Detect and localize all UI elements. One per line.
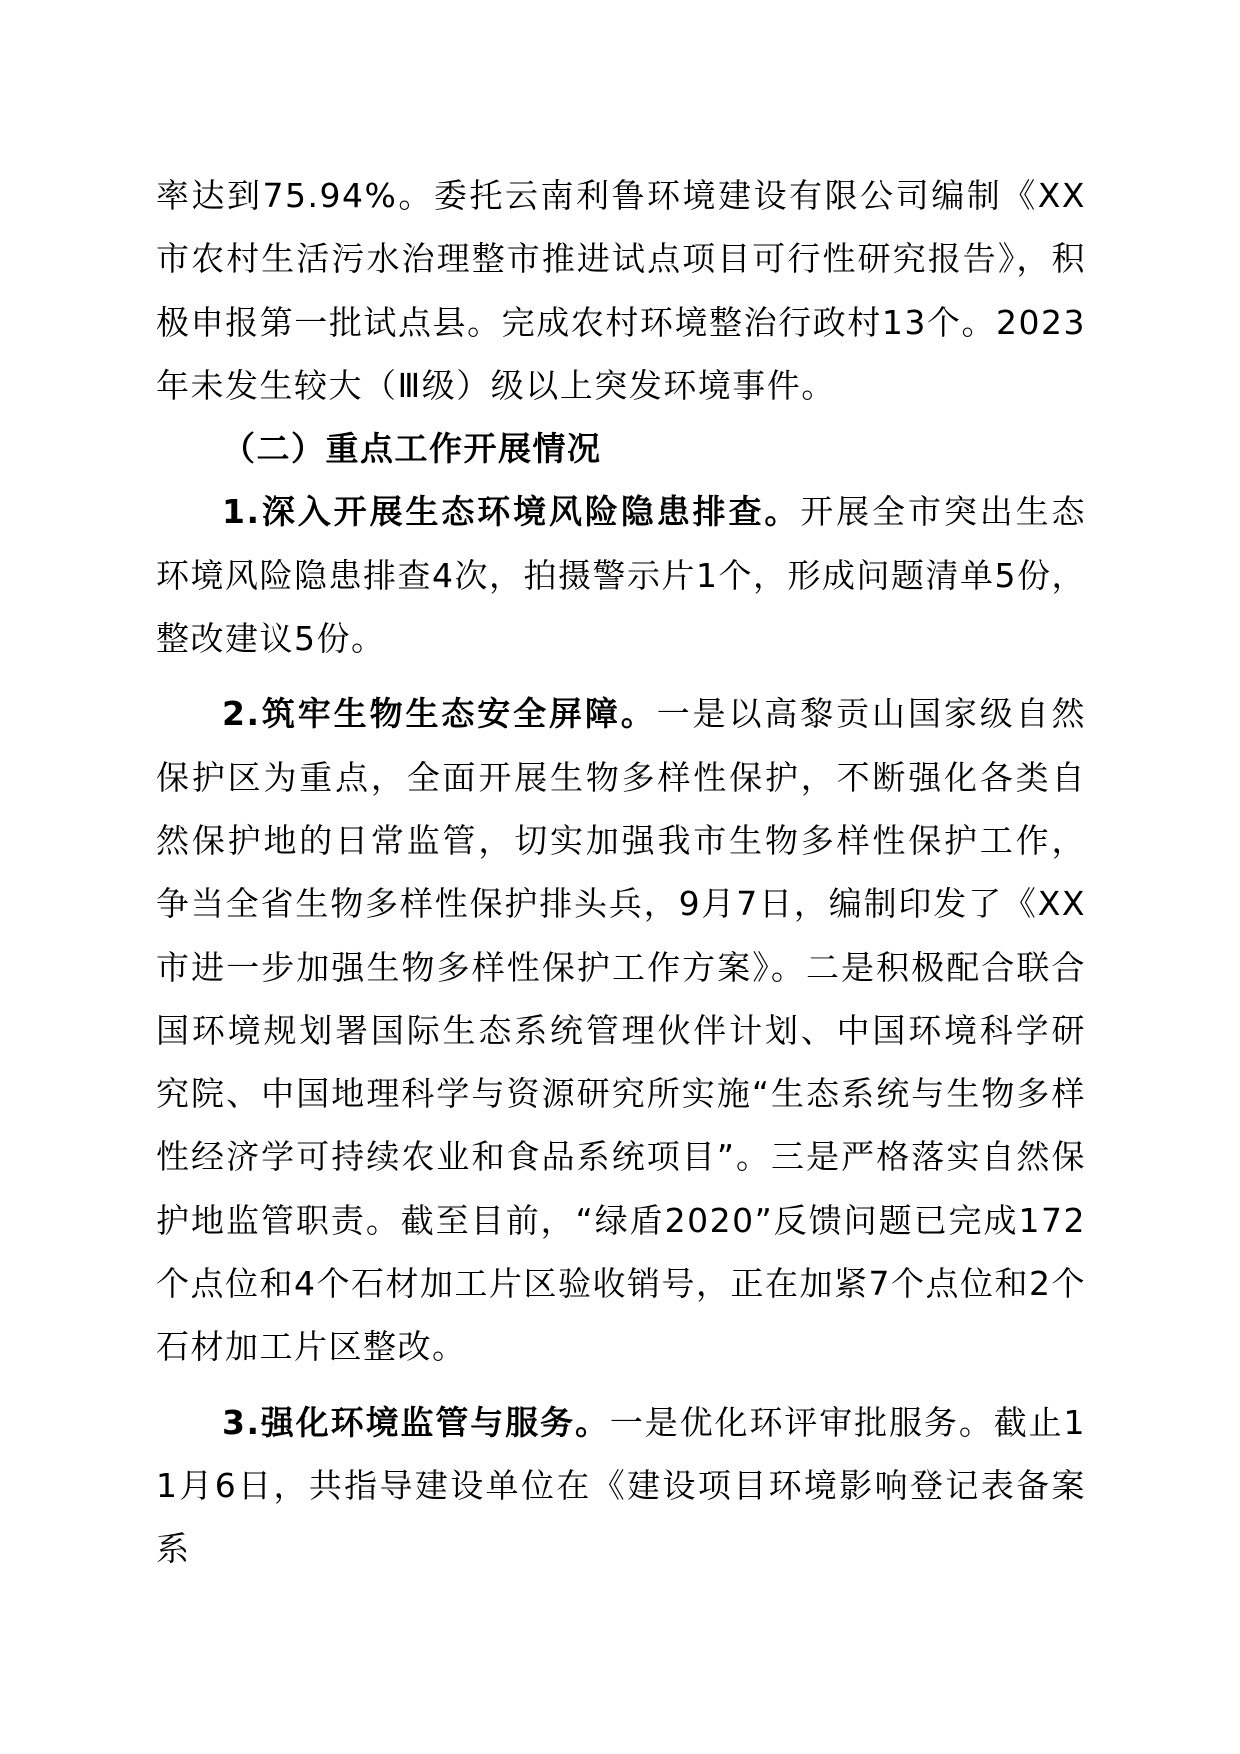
item-paragraph-3	[156, 1391, 1086, 1581]
document-page	[156, 164, 1086, 1581]
item-lead-2: 2.筑牢生物生态安全屏障。	[222, 694, 657, 734]
section-heading: （二）重点工作开展情况	[222, 429, 602, 469]
item-body-2: 一是以高黎贡山国家级自然保护区为重点，全面开展生物多样性保护，不断强化各类自然保护地的日常监管，切实加强我市生物多样性保护工作，争当全省生物多样性保护排头兵，9月7日，编制印发了《XX市进一步加强生物多样性保护工作方案》。二是积极配合联合国环境规划署国际生态系统管理伙伴计划、中国环境科学研究院、中国地理科学与资源研究所实施“生态系统与生物多样性经济学可持续农业和食品系统项目”。三是严格落实自然保护地监管职责。截至目前，“绿盾2020”反馈问题已完成172个点位和4个石材加工片区验收销号，正在加紧7个点位和2个石材加工片区整改。	[156, 694, 1087, 1367]
paragraph-gap	[156, 1379, 1086, 1391]
item-lead-3: 3.强化环境监管与服务。	[222, 1402, 610, 1442]
continued-paragraph: 率达到75.94%。委托云南利鲁环境建设有限公司编制《XX市农村生活污水治理整市推进试点项目可行性研究报告》，积极申报第一批试点县。完成农村环境整治行政村13个。2023年未发生较大（Ⅲ级）级以上突发环境事件。	[156, 176, 1086, 405]
item-lead-1: 1.深入开展生态环境风险隐患排查。	[222, 492, 801, 532]
paragraph-gap	[156, 670, 1086, 682]
item-paragraph-2	[156, 682, 1086, 1378]
item-paragraph-1	[156, 480, 1086, 670]
item-body-3: 一是优化环评审批服务。截止11月6日，共指导建设单位在《建设项目环境影响登记表备案系	[156, 1402, 1087, 1569]
item-body-1: 开展全市突出生态环境风险隐患排查4次，拍摄警示片1个，形成问题清单5份，整改建议5份。	[156, 492, 1087, 659]
